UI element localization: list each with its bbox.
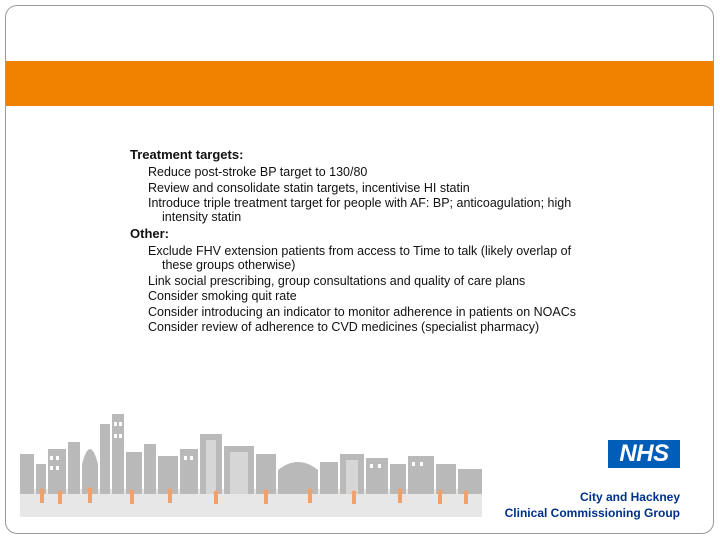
list-item: Consider review of adherence to CVD medicines (specialist pharmacy) [148,320,540,334]
city-skyline-illustration [20,394,482,517]
org-name-line1: City and Hackney [579,490,680,504]
list-item: Consider smoking quit rate [148,289,297,303]
list-item: Introduce triple treatment target for people with AF: BP; anticoagulation; high intensity statin [148,196,572,224]
list-item: Reduce post-stroke BP target to 130/80 [148,165,368,179]
section-heading-treatment-targets: Treatment targets: [130,147,244,162]
title-band [6,61,713,106]
list-item: Link social prescribing, group consultations and quality of care plans [148,273,526,288]
list-item: Consider introducing an indicator to monitor adherence in patients on NOACs [148,304,577,319]
org-name-line2: Clinical Commissioning Group [504,506,680,520]
organisation-logo [484,436,714,526]
list-item: Exclude FHV extension patients from access to Time to talk (likely overlap of these groups otherwise) [148,244,572,272]
slide-body [130,148,600,336]
section-heading-other: Other: [130,226,169,241]
nhs-logo: NHS [608,440,680,468]
list-item: Review and consolidate statin targets, incentivise HI statin [148,180,470,195]
